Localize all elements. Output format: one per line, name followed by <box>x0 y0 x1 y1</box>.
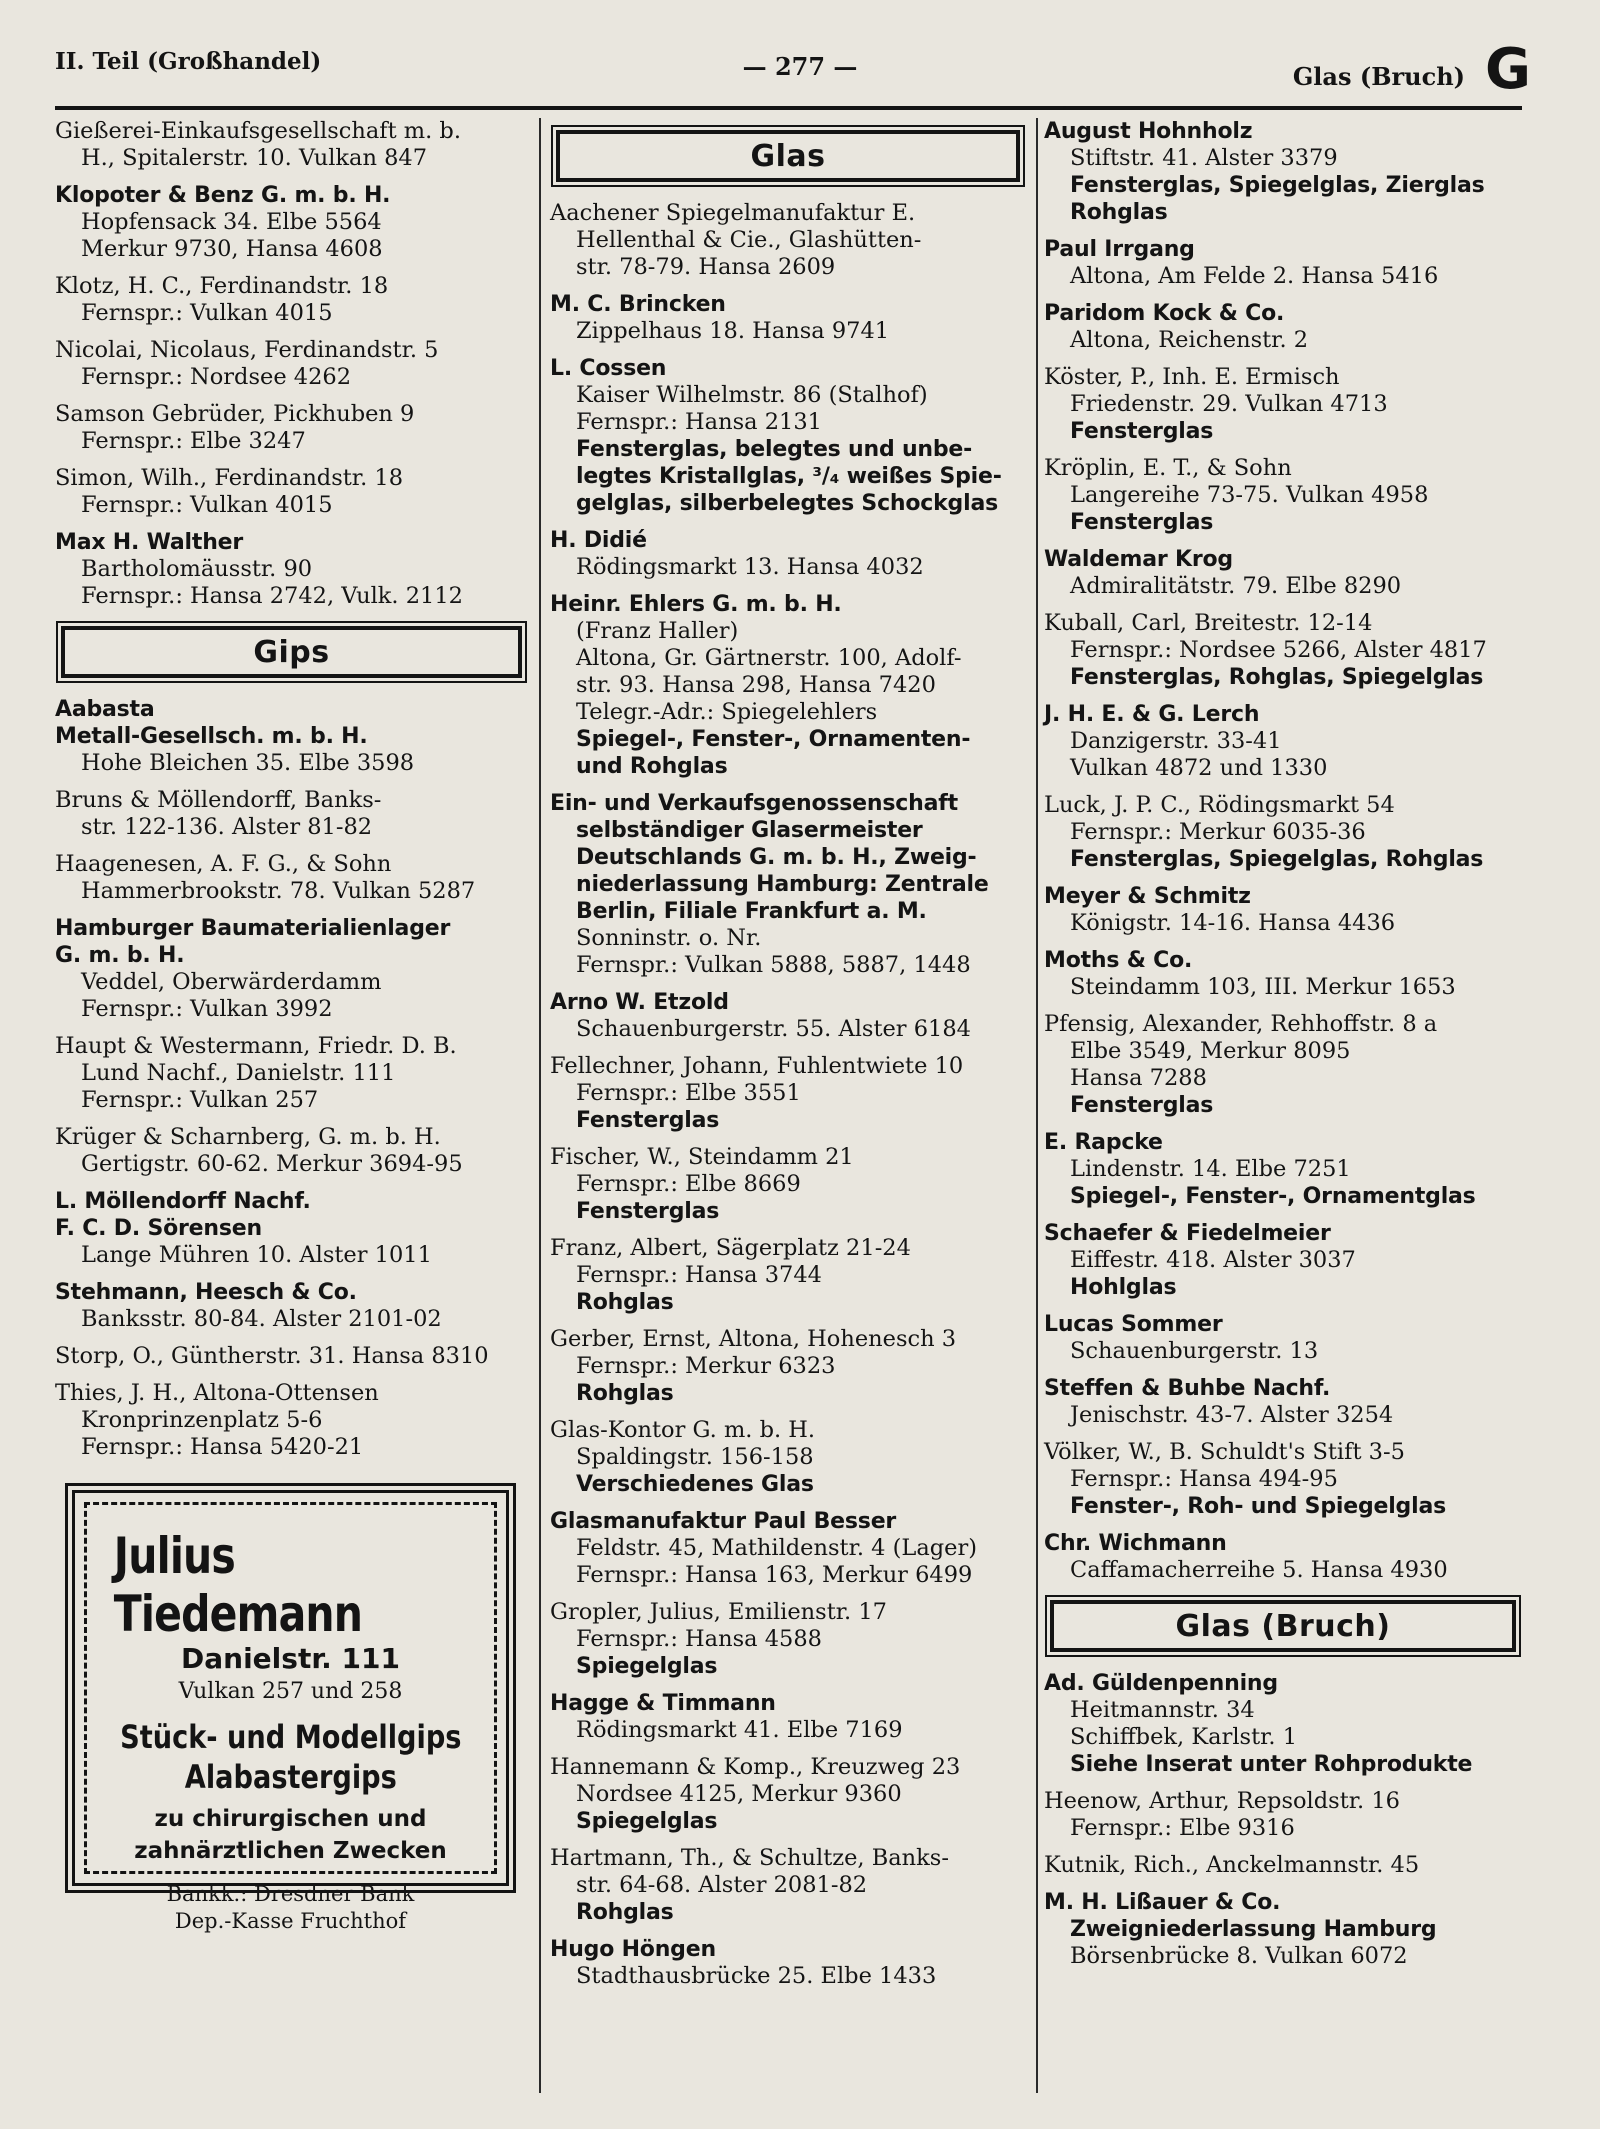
entry-detail: Siehe Inserat unter Rohprodukte <box>1070 1752 1473 1777</box>
entry-detail: str. 122-136. Alster 81-82 <box>81 814 373 840</box>
directory-entry <box>1044 1889 1522 1970</box>
directory-entry <box>1044 947 1522 1001</box>
ad-usage-line: zu chirurgischen und <box>154 1806 427 1832</box>
section-heading: Glas <box>556 130 1020 182</box>
entry-detail: Fensterglas, Spiegelglas, Rohglas <box>1070 847 1484 872</box>
entry-detail: legtes Kristallglas, ³/₄ weißes Spie- <box>576 464 1002 489</box>
entry-name: Hugo Höngen <box>550 1937 716 1962</box>
entry-detail: Veddel, Oberwärderdamm <box>81 969 382 995</box>
entry-detail: Rohglas <box>1070 200 1168 225</box>
entry-name: Heenow, Arthur, Repsoldstr. 16 <box>1044 1788 1400 1814</box>
ad-bank-info <box>167 1881 415 1935</box>
directory-entry <box>1044 364 1522 445</box>
entry-detail: Fernspr.: Vulkan 4015 <box>81 300 333 326</box>
entry-name: Luck, J. P. C., Rödingsmarkt 54 <box>1044 792 1395 818</box>
entry-detail: Sonninstr. o. Nr. <box>576 925 762 951</box>
entry-detail: Jenischstr. 43-7. Alster 3254 <box>1070 1402 1394 1428</box>
entry-detail: Fernspr.: Elbe 8669 <box>576 1171 801 1197</box>
thumb-index-letter: G <box>1485 37 1531 102</box>
directory-entry <box>550 1417 1026 1498</box>
directory-entry <box>1044 883 1522 937</box>
column-3 <box>1044 118 1522 1980</box>
entry-detail: Altona, Am Felde 2. Hansa 5416 <box>1070 263 1439 289</box>
entry-detail: Kaiser Wilhelmstr. 86 (Stalhof) <box>576 382 928 408</box>
entry-name: Hamburger Baumaterialienlager <box>55 916 451 941</box>
directory-entry <box>550 1235 1026 1316</box>
entry-detail: Merkur 9730, Hansa 4608 <box>81 236 383 262</box>
part-heading: II. Teil (Großhandel) <box>55 48 322 75</box>
directory-entry <box>550 1936 1026 1990</box>
entry-detail: Fernspr.: Hansa 3744 <box>576 1262 822 1288</box>
entry-name: Kutnik, Rich., Anckelmannstr. 45 <box>1044 1852 1420 1878</box>
ad-products <box>120 1717 461 1797</box>
entry-name: Gießerei-Einkaufsgesellschaft m. b. <box>55 118 461 144</box>
entry-detail: Heitmannstr. 34 <box>1070 1697 1255 1723</box>
entry-detail: Fernspr.: Merkur 6035-36 <box>1070 819 1366 845</box>
entry-name: M. C. Brincken <box>550 292 726 317</box>
directory-entry <box>550 790 1026 979</box>
entry-name: Glas-Kontor G. m. b. H. <box>550 1417 816 1443</box>
entry-detail: Börsenbrücke 8. Vulkan 6072 <box>1070 1943 1408 1969</box>
directory-entry <box>550 200 1026 281</box>
directory-entry <box>55 182 528 263</box>
entry-name: Krüger & Scharnberg, G. m. b. H. <box>55 1124 441 1150</box>
directory-entry <box>55 1279 528 1333</box>
entry-name: Hagge & Timmann <box>550 1691 776 1716</box>
entry-name: Fellechner, Johann, Fuhlentwiete 10 <box>550 1053 964 1079</box>
entry-detail: Fensterglas, Spiegelglas, Zierglas <box>1070 173 1485 198</box>
entry-name: Gerber, Ernst, Altona, Hohenesch 3 <box>550 1326 957 1352</box>
entry-detail: Stiftstr. 41. Alster 3379 <box>1070 145 1338 171</box>
entry-detail: Steindamm 103, III. Merkur 1653 <box>1070 974 1456 1000</box>
entry-name: L. Cossen <box>550 356 667 381</box>
entry-name: Hartmann, Th., & Schultze, Banks- <box>550 1845 949 1871</box>
entry-name: Aachener Spiegelmanufaktur E. <box>550 200 916 226</box>
entry-detail: Deutschlands G. m. b. H., Zweig- <box>576 845 977 870</box>
entry-detail: Spaldingstr. 156-158 <box>576 1444 814 1470</box>
directory-entry <box>55 1380 528 1461</box>
entry-detail: Schauenburgerstr. 13 <box>1070 1338 1319 1364</box>
entry-detail: Fernspr.: Elbe 3551 <box>576 1080 801 1106</box>
directory-entry <box>550 1326 1026 1407</box>
directory-entry <box>550 1144 1026 1225</box>
directory-entry <box>55 787 528 841</box>
entry-name: Köster, P., Inh. E. Ermisch <box>1044 364 1340 390</box>
entry-detail: (Franz Haller) <box>576 618 739 644</box>
entry-name: L. Möllendorff Nachf. <box>55 1189 311 1214</box>
entry-detail: Altona, Gr. Gärtnerstr. 100, Adolf- <box>576 645 962 671</box>
entry-detail: Fernspr.: Hansa 5420-21 <box>81 1434 364 1460</box>
entry-name: Moths & Co. <box>1044 948 1193 973</box>
entry-name: Nicolai, Nicolaus, Ferdinandstr. 5 <box>55 337 439 363</box>
entry-name: Fischer, W., Steindamm 21 <box>550 1144 854 1170</box>
entry-name: Steffen & Buhbe Nachf. <box>1044 1376 1331 1401</box>
section-heading: Gips <box>61 626 522 678</box>
ad-product-line: Stück- und Modellgips <box>119 1718 462 1756</box>
ad-street: Danielstr. 111 <box>181 1642 400 1675</box>
entry-detail: Fernspr.: Elbe 3247 <box>81 428 306 454</box>
entry-name: Lucas Sommer <box>1044 1312 1223 1337</box>
entry-name: Klopoter & Benz G. m. b. H. <box>55 183 391 208</box>
entry-detail: Fernspr.: Vulkan 3992 <box>81 996 333 1022</box>
entry-detail: Bartholomäusstr. 90 <box>81 556 313 582</box>
entry-name: Max H. Walther <box>55 530 244 555</box>
entry-detail: Rödingsmarkt 41. Elbe 7169 <box>576 1717 903 1743</box>
entry-detail: Fernspr.: Nordsee 5266, Alster 4817 <box>1070 637 1487 663</box>
entry-name: Meyer & Schmitz <box>1044 884 1251 909</box>
directory-entry <box>1044 1852 1522 1879</box>
entry-detail: Elbe 3549, Merkur 8095 <box>1070 1038 1351 1064</box>
section-heading: Glas (Bruch) <box>1050 1600 1516 1652</box>
entry-detail: Fernspr.: Vulkan 5888, 5887, 1448 <box>576 952 971 978</box>
directory-entry <box>550 291 1026 345</box>
directory-entry <box>1044 1670 1522 1778</box>
entry-name: Franz, Albert, Sägerplatz 21-24 <box>550 1235 911 1261</box>
directory-entry <box>1044 118 1522 226</box>
directory-entry <box>1044 610 1522 691</box>
entry-detail: Fensterglas <box>576 1199 720 1224</box>
entry-name: Chr. Wichmann <box>1044 1531 1227 1556</box>
running-title-text: Glas (Bruch) <box>1292 62 1465 91</box>
entry-detail: Admiralitätstr. 79. Elbe 8290 <box>1070 573 1402 599</box>
entry-detail: Metall-Gesellsch. m. b. H. <box>55 724 368 749</box>
entry-name: Thies, J. H., Altona-Ottensen <box>55 1380 379 1406</box>
entry-detail: selbständiger Glasermeister <box>576 818 923 843</box>
ad-company-name: Julius Tiedemann <box>113 1527 363 1643</box>
ad-product-line: Alabastergips <box>184 1758 397 1796</box>
entry-detail: Telegr.-Adr.: Spiegelehlers <box>576 699 878 725</box>
column-2 <box>550 118 1026 2000</box>
entry-name: Stehmann, Heesch & Co. <box>55 1280 357 1305</box>
entry-name: Paridom Kock & Co. <box>1044 301 1285 326</box>
entry-detail: Schiffbek, Karlstr. 1 <box>1070 1724 1298 1750</box>
entry-name: Schaefer & Fiedelmeier <box>1044 1221 1331 1246</box>
entry-detail: Fernspr.: Vulkan 257 <box>81 1087 319 1113</box>
entry-detail: Fernspr.: Hansa 163, Merkur 6499 <box>576 1562 973 1588</box>
directory-entry <box>1044 1375 1522 1429</box>
directory-entry <box>550 1754 1026 1835</box>
entry-detail: Hansa 7288 <box>1070 1065 1207 1091</box>
directory-entry <box>1044 701 1522 782</box>
ad-usage-line: zahnärztlichen Zwecken <box>134 1838 447 1864</box>
directory-entry <box>55 1343 528 1370</box>
entry-name: Arno W. Etzold <box>550 990 729 1015</box>
entry-detail: Königstr. 14-16. Hansa 4436 <box>1070 910 1396 936</box>
entry-detail: Hammerbrookstr. 78. Vulkan 5287 <box>81 878 476 904</box>
entry-name: Pfensig, Alexander, Rehhoffstr. 8 a <box>1044 1011 1438 1037</box>
entry-name: Gropler, Julius, Emilienstr. 17 <box>550 1599 887 1625</box>
directory-entry <box>55 915 528 1023</box>
column-divider <box>1036 118 1038 2093</box>
header-rule <box>55 106 1522 110</box>
entry-detail: G. m. b. H. <box>55 943 185 968</box>
entry-detail: Schauenburgerstr. 55. Alster 6184 <box>576 1016 971 1042</box>
entry-detail: str. 78-79. Hansa 2609 <box>576 254 836 280</box>
entry-name: Samson Gebrüder, Pickhuben 9 <box>55 401 415 427</box>
entry-detail: Lund Nachf., Danielstr. 111 <box>81 1060 396 1086</box>
entry-detail: und Rohglas <box>576 754 728 779</box>
entry-detail: Spiegel-, Fenster-, Ornamentglas <box>1070 1184 1476 1209</box>
directory-entry <box>550 355 1026 517</box>
directory-entry <box>55 851 528 905</box>
entry-name: Völker, W., B. Schuldt's Stift 3-5 <box>1044 1439 1405 1465</box>
directory-entry <box>55 529 528 610</box>
entry-detail: Vulkan 4872 und 1330 <box>1070 755 1328 781</box>
directory-entry <box>550 1845 1026 1926</box>
ad-bank-line: Dep.-Kasse Fruchthof <box>174 1909 407 1933</box>
entry-detail: Stadthausbrücke 25. Elbe 1433 <box>576 1963 937 1989</box>
directory-entry <box>1044 1311 1522 1365</box>
entry-detail: Fernspr.: Hansa 2742, Vulk. 2112 <box>81 583 463 609</box>
entry-detail: Spiegelglas <box>576 1654 718 1679</box>
directory-entry <box>1044 455 1522 536</box>
entry-detail: F. C. D. Sörensen <box>55 1216 262 1241</box>
entry-name: Kuball, Carl, Breitestr. 12-14 <box>1044 610 1373 636</box>
directory-entry <box>55 465 528 519</box>
entry-detail: Fernspr.: Elbe 9316 <box>1070 1815 1295 1841</box>
directory-entry <box>1044 1129 1522 1210</box>
ad-bank-line: Bankk.: Dresdner Bank <box>166 1882 415 1906</box>
entry-name: E. Rapcke <box>1044 1130 1163 1155</box>
directory-entry <box>1044 792 1522 873</box>
entry-detail: Spiegelglas <box>576 1809 718 1834</box>
directory-entry <box>550 1508 1026 1589</box>
entry-name: Hannemann & Komp., Kreuzweg 23 <box>550 1754 961 1780</box>
column-divider <box>539 118 541 2093</box>
entry-detail: Fensterglas <box>576 1108 720 1133</box>
entry-detail: Danzigerstr. 33-41 <box>1070 728 1282 754</box>
entry-name: Glasmanufaktur Paul Besser <box>550 1509 897 1534</box>
directory-entry <box>550 527 1026 581</box>
entry-detail: Zippelhaus 18. Hansa 9741 <box>576 318 890 344</box>
entry-detail: Zweigniederlassung Hamburg <box>1070 1917 1437 1942</box>
entry-detail: Hellenthal & Cie., Glashütten- <box>576 227 922 253</box>
entry-detail: Hohe Bleichen 35. Elbe 3598 <box>81 750 415 776</box>
entry-name: Kröplin, E. T., & Sohn <box>1044 455 1292 481</box>
entry-detail: Caffamacherreihe 5. Hansa 4930 <box>1070 1557 1448 1583</box>
entry-name: Ein- und Verkaufsgenossenschaft <box>550 791 958 816</box>
entry-name: Haagenesen, A. F. G., & Sohn <box>55 851 392 877</box>
entry-detail: Spiegel-, Fenster-, Ornamenten- <box>576 727 971 752</box>
entry-name: Heinr. Ehlers G. m. b. H. <box>550 592 842 617</box>
directory-entry <box>55 337 528 391</box>
entry-detail: gelglas, silberbelegtes Schockglas <box>576 491 998 516</box>
ad-phone: Vulkan 257 und 258 <box>178 1679 403 1704</box>
advertisement-box <box>65 1483 516 1933</box>
entry-name: Klotz, H. C., Ferdinandstr. 18 <box>55 273 389 299</box>
entry-detail: Fernspr.: Hansa 494-95 <box>1070 1466 1338 1492</box>
directory-entry <box>1044 546 1522 600</box>
directory-entry <box>1044 236 1522 290</box>
directory-entry <box>550 989 1026 1043</box>
ad-usage <box>134 1803 446 1867</box>
entry-name: August Hohnholz <box>1044 119 1253 144</box>
entry-detail: Gertigstr. 60-62. Merkur 3694-95 <box>81 1151 463 1177</box>
entry-detail: Hopfensack 34. Elbe 5564 <box>81 209 382 235</box>
directory-entry <box>55 696 528 777</box>
directory-entry <box>550 1599 1026 1680</box>
entry-detail: Fensterglas <box>1070 1093 1214 1118</box>
directory-entry <box>550 1053 1026 1134</box>
entry-name: J. H. E. & G. Lerch <box>1044 702 1260 727</box>
column-1 <box>55 118 528 1933</box>
directory-entry <box>55 1124 528 1178</box>
entry-detail: Fernspr.: Hansa 4588 <box>576 1626 822 1652</box>
entry-name: H. Didié <box>550 528 647 553</box>
directory-entry <box>550 1690 1026 1744</box>
page-number: — 277 — <box>742 52 858 81</box>
entry-detail: Verschiedenes Glas <box>576 1472 814 1497</box>
entry-detail: Fernspr.: Vulkan 4015 <box>81 492 333 518</box>
entry-detail: Banksstr. 80-84. Alster 2101-02 <box>81 1306 442 1332</box>
entry-detail: Altona, Reichenstr. 2 <box>1070 327 1309 353</box>
entry-detail: Friedenstr. 29. Vulkan 4713 <box>1070 391 1388 417</box>
entry-name: Paul Irrgang <box>1044 237 1195 262</box>
entry-detail: Rohglas <box>576 1900 674 1925</box>
entry-name: Ad. Güldenpenning <box>1044 1671 1278 1696</box>
entry-name: Simon, Wilh., Ferdinandstr. 18 <box>55 465 404 491</box>
entry-detail: Feldstr. 45, Mathildenstr. 4 (Lager) <box>576 1535 978 1561</box>
entry-detail: Fensterglas <box>1070 419 1214 444</box>
entry-name: Bruns & Möllendorff, Banks- <box>55 787 382 813</box>
directory-entry <box>1044 1788 1522 1842</box>
entry-detail: Hohlglas <box>1070 1275 1177 1300</box>
entry-detail: H., Spitalerstr. 10. Vulkan 847 <box>81 145 428 171</box>
entry-detail: Fernspr.: Hansa 2131 <box>576 409 822 435</box>
entry-name: Aabasta <box>55 697 155 722</box>
directory-entry <box>550 591 1026 780</box>
entry-detail: Nordsee 4125, Merkur 9360 <box>576 1781 902 1807</box>
entry-detail: Rohglas <box>576 1290 674 1315</box>
entry-detail: Rohglas <box>576 1381 674 1406</box>
directory-entry <box>1044 1439 1522 1520</box>
entry-detail: str. 64-68. Alster 2081-82 <box>576 1872 868 1898</box>
entry-detail: Kronprinzenplatz 5-6 <box>81 1407 323 1433</box>
entry-detail: Rödingsmarkt 13. Hansa 4032 <box>576 554 924 580</box>
directory-entry <box>1044 1530 1522 1584</box>
entry-detail: Fernspr.: Merkur 6323 <box>576 1353 836 1379</box>
entry-detail: Fensterglas <box>1070 510 1214 535</box>
directory-entry <box>55 273 528 327</box>
entry-detail: Eiffestr. 418. Alster 3037 <box>1070 1247 1356 1273</box>
entry-detail: Fenster-, Roh- und Spiegelglas <box>1070 1494 1446 1519</box>
entry-detail: Langereihe 73-75. Vulkan 4958 <box>1070 482 1429 508</box>
entry-detail: Fensterglas, belegtes und unbe- <box>576 437 973 462</box>
directory-entry <box>1044 300 1522 354</box>
directory-entry <box>1044 1011 1522 1119</box>
entry-name: Haupt & Westermann, Friedr. D. B. <box>55 1033 457 1059</box>
entry-detail: niederlassung Hamburg: Zentrale <box>576 872 989 897</box>
entry-name: M. H. Lißauer & Co. <box>1044 1890 1281 1915</box>
entry-detail: Fernspr.: Nordsee 4262 <box>81 364 352 390</box>
entry-name: Waldemar Krog <box>1044 547 1233 572</box>
directory-entry <box>55 118 528 172</box>
entry-name: Storp, O., Güntherstr. 31. Hansa 8310 <box>55 1343 489 1369</box>
entry-detail: Fensterglas, Rohglas, Spiegelglas <box>1070 665 1484 690</box>
directory-entry <box>55 1033 528 1114</box>
directory-entry <box>55 401 528 455</box>
directory-entry <box>1044 1220 1522 1301</box>
entry-detail: Berlin, Filiale Frankfurt a. M. <box>576 899 927 924</box>
entry-detail: Lange Mühren 10. Alster 1011 <box>81 1242 432 1268</box>
directory-entry <box>55 1188 528 1269</box>
entry-detail: Lindenstr. 14. Elbe 7251 <box>1070 1156 1351 1182</box>
entry-detail: str. 93. Hansa 298, Hansa 7420 <box>576 672 936 698</box>
